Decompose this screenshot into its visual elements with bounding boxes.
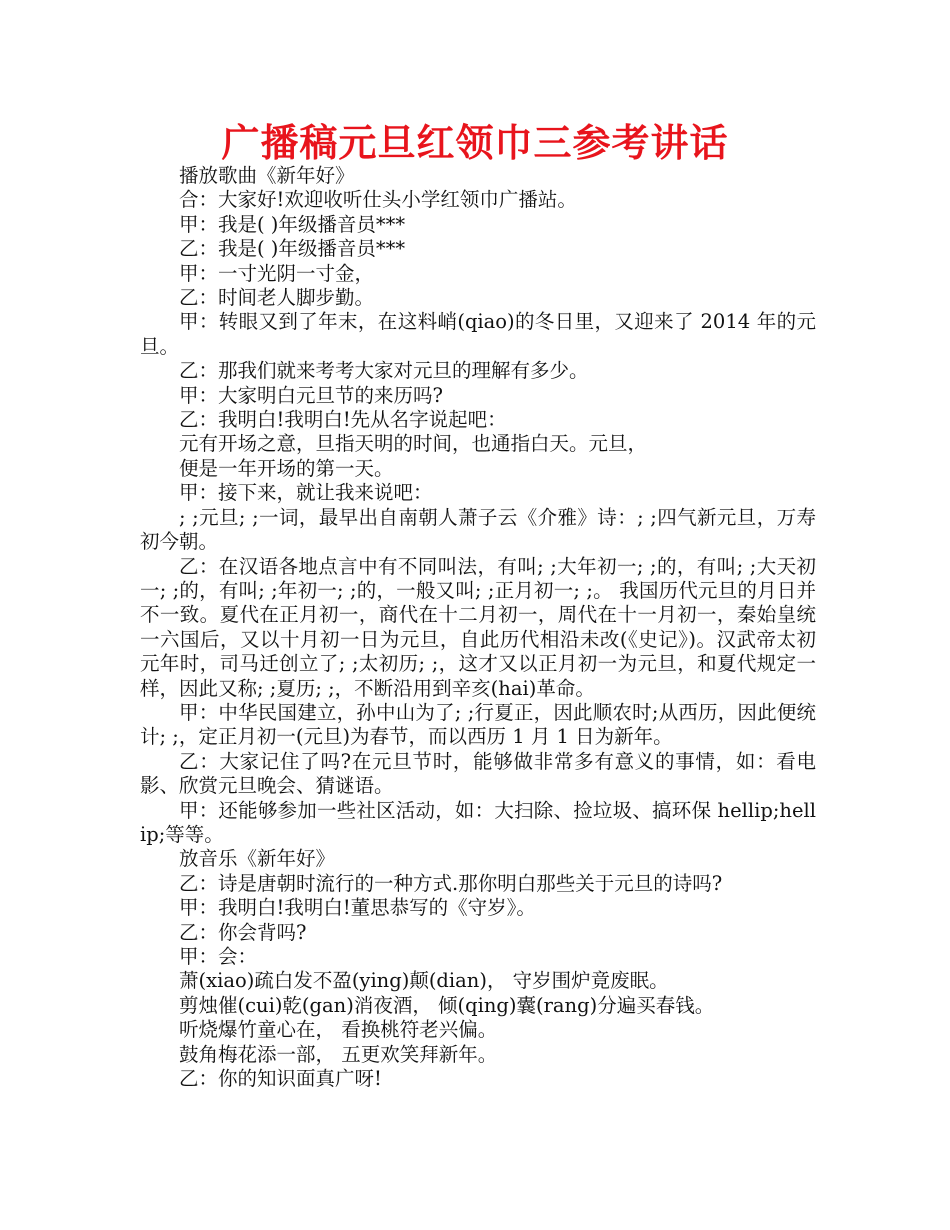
paragraph: 乙：那我们就来考考大家对元旦的理解有多少。 (179, 359, 589, 383)
document-title: 广播稿元旦红领巾三参考讲话 (221, 121, 729, 165)
paragraph: 甲：中华民国建立，孙中山为了; ;行夏正，因此顺农时;从西历，因此便统计; ;，定正月初一(元旦)为春节，而以西历 1 月 1 日为新年。 (140, 700, 816, 749)
document-body (140, 164, 816, 1091)
paragraph: 乙：时间老人脚步勤。 (179, 286, 375, 310)
paragraph: 播放歌曲《新年好》 (179, 164, 355, 187)
paragraph: 听烧爆竹童心在， 看换桃符老兴偏。 (179, 1018, 498, 1042)
paragraph: 甲：会： (179, 945, 258, 968)
paragraph: 乙：大家记住了吗?在元旦节时，能够做非常多有意义的事情，如：看电影、欣赏元旦晚会、猜谜语。 (140, 749, 816, 798)
paragraph: 剪烛催(cui)乾(gan)消夜酒， 倾(qing)囊(rang)分遍买春钱。 (179, 993, 715, 1017)
paragraph: 元有开场之意，旦指天明的时间，也通指白天。元旦， (179, 432, 648, 456)
paragraph: 乙：你的知识面真广呀! (179, 1067, 382, 1091)
paragraph: 乙：我明白!我明白!先从名字说起吧： (179, 408, 507, 432)
paragraph: 甲：还能够参加一些社区活动，如：大扫除、捡垃圾、搞环保 hellip;hellip;等等。 (140, 798, 816, 846)
paragraph: 甲：我明白!我明白!董思恭写的《守岁》。 (179, 896, 536, 920)
paragraph: 乙：诗是唐朝时流行的一种方式.那你明白那些关于元旦的诗吗? (179, 871, 723, 895)
paragraph: 甲：转眼又到了年末，在这料峭(qiao)的冬日里，又迎来了 2014 年的元旦。 (140, 310, 816, 358)
paragraph: 乙：我是( )年级播音员*** (179, 237, 406, 261)
paragraph: 放音乐《新年好》 (179, 847, 336, 871)
paragraph: 合：大家好!欢迎收听仕头小学红领巾广播站。 (179, 188, 577, 212)
paragraph: 便是一年开场的第一天。 (179, 456, 394, 480)
paragraph: 乙：在汉语各地点言中有不同叫法，有叫; ;大年初一; ;的，有叫; ;大天初一; ;的，有叫; ;年初一; ;的，一般又叫; ;正月初一; ;。 我国历代元旦的月日并不一致。夏代在正月初一，商代在十二月初一，周代在十一月初一，秦始皇统一六国后，又以十月初一日为元旦，自此历代相沿未改(《史记》)。汉武帝太初元年时，司马迁创立了; ;太初历; ;，这才又以正月初一为元旦，和夏代规定一样，因此又称; ;夏历; ;，不断沿用到辛亥(hai)革命。 (140, 554, 816, 700)
paragraph: 鼓角梅花添一部， 五更欢笑拜新年。 (179, 1042, 498, 1066)
paragraph: 甲：接下来，就让我来说吧： (179, 481, 433, 505)
paragraph: 萧(xiao)疏白发不盈(ying)颠(dian)， 守岁围炉竟废眠。 (179, 969, 669, 993)
paragraph: 甲：一寸光阴一寸金， (179, 261, 375, 285)
paragraph: 乙：你会背吗? (179, 920, 307, 944)
paragraph: ; ;元旦; ;一词，最早出自南朝人萧子云《介雅》诗：; ;四气新元旦，万寿初今朝。 (140, 505, 816, 554)
paragraph: 甲：我是( )年级播音员*** (179, 212, 406, 236)
paragraph: 甲：大家明白元旦节的来历吗? (179, 383, 443, 407)
